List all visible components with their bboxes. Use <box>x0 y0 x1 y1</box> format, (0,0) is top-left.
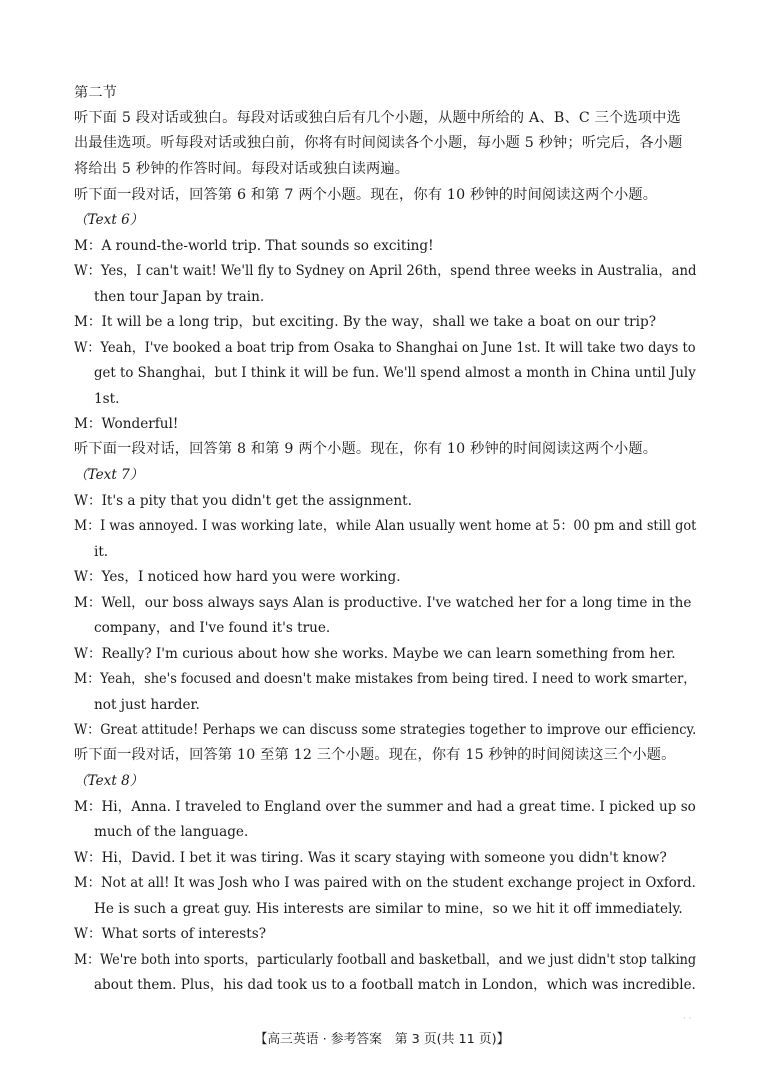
text-label: （Text 8） <box>74 773 144 789</box>
dialogue-line: it. <box>94 544 109 560</box>
dialogue-line: W：What sorts of interests? <box>74 926 266 942</box>
dialogue-line: M：It will be a long trip，but exciting. By the way，shall we take a boat on our trip? <box>74 314 657 330</box>
page-footer: 【高三英语 · 参考答案 第 3 页(共 11 页)】 <box>254 1032 510 1047</box>
instruction-line: 听下面一段对话，回答第 6 和第 7 两个小题。现在，你有 10 秒钟的时间阅读这两个小题。 <box>74 187 658 203</box>
dialogue-line: then tour Japan by train. <box>94 289 265 305</box>
dialogue-line: W：Really? I'm curious about how she works. Maybe we can learn something from her. <box>74 646 676 662</box>
dialogue-line: get to Shanghai，but I think it will be fun. We'll spend almost a month in China until July <box>94 365 696 381</box>
dialogue-line: M：I was annoyed. I was working late，while Alan usually went home at 5：00 pm and still got <box>74 518 697 534</box>
dialogue-line: W：Hi，David. I bet it was tiring. Was it scary staying with someone you didn't know? <box>74 850 667 866</box>
dialogue-line: 1st. <box>94 391 120 407</box>
section-title: 第二节 <box>74 85 118 101</box>
text-label: （Text 7） <box>74 467 144 483</box>
dialogue-line: M：Wonderful! <box>74 416 179 432</box>
dialogue-line: W：It's a pity that you didn't get the assignment. <box>74 493 412 509</box>
text-label: （Text 6） <box>74 212 144 228</box>
dialogue-line: M：Hi，Anna. I traveled to England over the summer and had a great time. I picked up so <box>74 799 696 815</box>
dialogue-line: M：Well，our boss always says Alan is productive. I've watched her for a long time in the <box>74 595 692 611</box>
dialogue-line: M：Yeah，she's focused and doesn't make mistakes from being tired. I need to work smarter， <box>74 671 697 687</box>
dialogue-line: He is such a great guy. His interests are similar to mine，so we hit it off immediately. <box>94 901 683 917</box>
dialogue-line: company，and I've found it's true. <box>94 620 331 636</box>
dialogue-line: W：Great attitude! Perhaps we can discuss some strategies together to improve our efficiency. <box>74 722 697 738</box>
dialogue-line: about them. Plus，his dad took us to a football match in London，which was incredible. <box>94 977 696 993</box>
instruction-line: 听下面 5 段对话或独白。每段对话或独白后有几个小题，从题中所给的 A、B、C 三个选项中选 <box>74 110 681 126</box>
dialogue-line: W：Yeah，I've booked a boat trip from Osaka to Shanghai on June 1st. It will take two days to <box>74 340 696 356</box>
dialogue-line: much of the language. <box>94 824 249 840</box>
page-mark: · · <box>683 1014 692 1024</box>
instruction-line: 将给出 5 秒钟的作答时间。每段对话或独白读两遍。 <box>74 161 410 177</box>
dialogue-line: W：Yes，I noticed how hard you were working. <box>74 569 401 585</box>
dialogue-line: M：A round-the-world trip. That sounds so exciting! <box>74 238 434 254</box>
instruction-line: 出最佳选项。听每段对话或独白前，你将有时间阅读各个小题，每小题 5 秒钟；听完后，各小题 <box>74 135 683 151</box>
dialogue-line: not just harder. <box>94 697 200 713</box>
dialogue-line: M：Not at all! It was Josh who I was paired with on the student exchange project in Oxford. <box>74 875 696 891</box>
instruction-line: 听下面一段对话，回答第 10 至第 12 三个小题。现在，你有 15 秒钟的时间阅读这三个小题。 <box>74 747 676 763</box>
instruction-line: 听下面一段对话，回答第 8 和第 9 两个小题。现在，你有 10 秒钟的时间阅读这两个小题。 <box>74 441 658 457</box>
dialogue-line: M：We're both into sports，particularly football and basketball，and we just didn't stop talking <box>74 952 697 968</box>
dialogue-line: W：Yes，I can't wait! We'll fly to Sydney on April 26th，spend three weeks in Australia，and <box>74 263 697 279</box>
